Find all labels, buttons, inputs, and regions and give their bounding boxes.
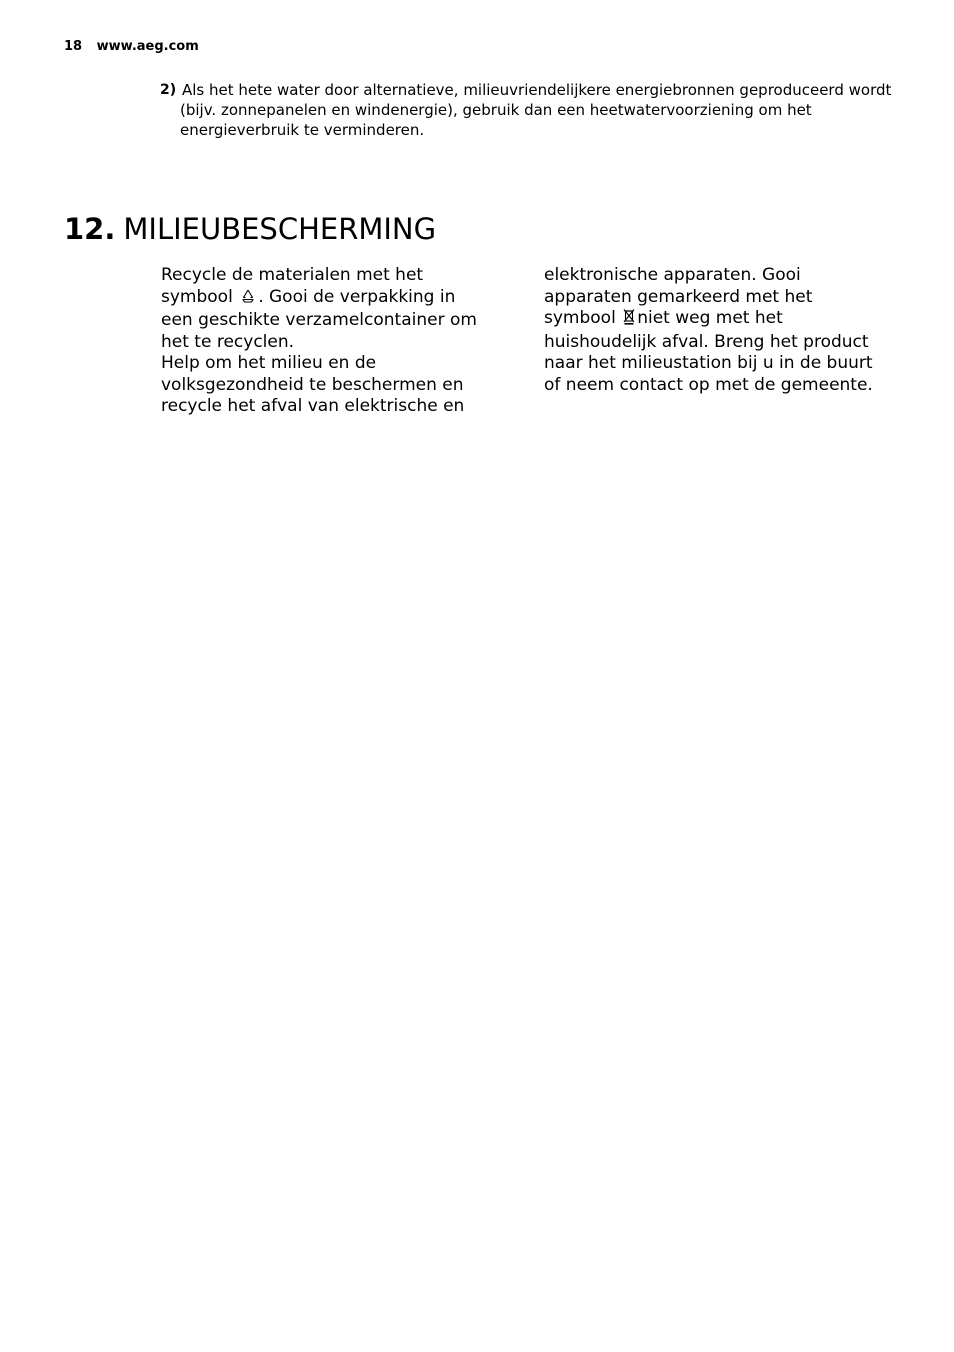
paragraph-recycle bbox=[161, 265, 491, 353]
paragraph-help: Help om het milieu en de volksgezondheid te beschermen en recycle het afval van elektrische en bbox=[161, 353, 465, 416]
paragraph-weee-text-start: elektronische apparaten. Gooi apparaten gemarkeerd met het symbool bbox=[544, 265, 813, 328]
section-heading bbox=[64, 210, 436, 248]
crossed-out-bin-icon bbox=[623, 308, 635, 332]
paragraph-weee bbox=[544, 265, 874, 396]
website-link[interactable]: www.aeg.com bbox=[96, 39, 199, 54]
paragraph-weee-text-end: niet weg met het huishoudelijk afval. Breng het product naar het milieustation bij u in de buurt of neem contact op met de gemeente. bbox=[544, 308, 873, 395]
section-number: 12. bbox=[64, 212, 116, 246]
recycle-icon bbox=[240, 288, 256, 311]
text-column-right bbox=[544, 265, 874, 396]
page-header bbox=[64, 38, 199, 56]
footnote bbox=[160, 80, 900, 140]
paragraph-recycle-text-start: Recycle de materialen met het symbool bbox=[161, 265, 424, 307]
page-number: 18 bbox=[64, 39, 83, 54]
section-title: MILIEUBESCHERMING bbox=[123, 212, 437, 246]
footnote-text: Als het hete water door alternatieve, milieuvriendelijkere energiebronnen geproduceerd wordt (bijv. zonnepanelen en windenergie), gebruik dan een heetwatervoorziening om het energieverbruik te verminderen. bbox=[180, 81, 892, 139]
text-column-left bbox=[161, 265, 491, 418]
footnote-marker: 2) bbox=[160, 82, 177, 98]
paragraph-recycle-text-end: . Gooi de verpakking in een geschikte verzamelcontainer om het te recyclen. bbox=[161, 286, 477, 352]
